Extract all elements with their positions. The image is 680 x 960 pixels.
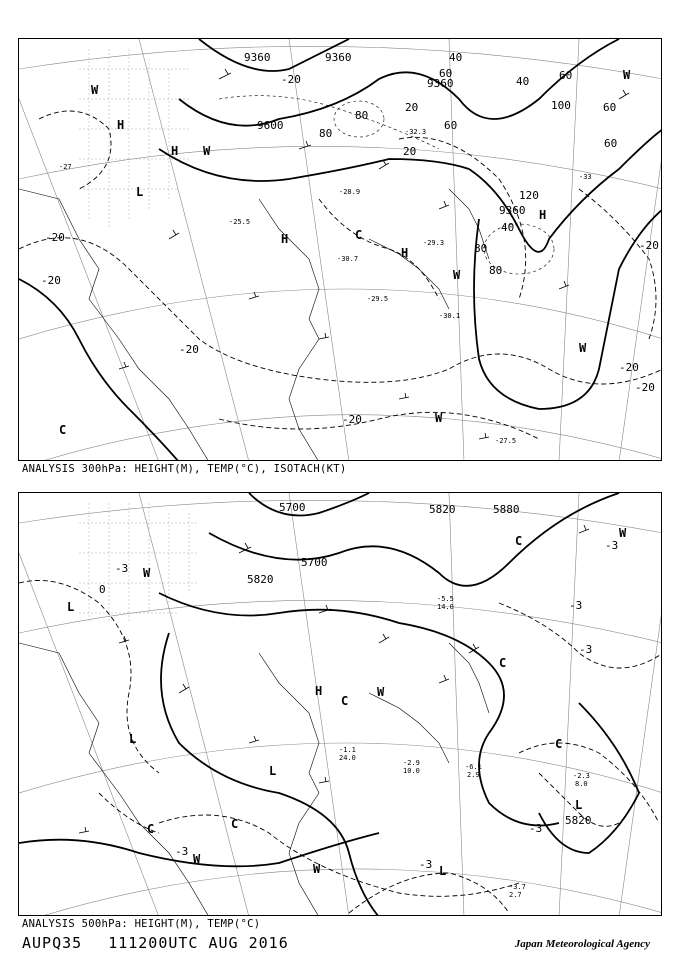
isotherms [19,111,662,439]
pressure-center-marker: H [281,232,289,246]
isotach-label: 80 [474,242,488,255]
pressure-center-marker: W [313,862,321,876]
pressure-center-marker: C [147,822,155,836]
isotach-label: 80 [355,109,369,122]
station-value: -5.5 [437,595,454,603]
temp-label: -3 [115,562,129,575]
coastline [19,643,489,916]
wind-barbs [119,69,629,439]
pressure-center-marker: L [129,732,137,746]
temp-label: -3 [419,858,433,871]
isotach-label: 40 [449,51,463,64]
isotach-label: 20 [405,101,419,114]
pressure-center-marker: W [193,852,201,866]
station-value: -32.3 [405,128,427,136]
pressure-center-marker: C [555,737,563,751]
pressure-center-marker: C [515,534,523,548]
isotach-label: 80 [489,264,503,277]
isotach-label: 120 [519,189,539,202]
map-500hpa-canvas [19,493,662,916]
isotach-label: 60 [444,119,458,132]
station-value: 24.0 [339,754,356,762]
station-value: -29.3 [423,239,445,247]
pressure-center-marker: L [136,185,144,199]
temp-label: -20 [179,343,199,356]
pressure-center-marker: L [67,600,75,614]
station-value: -27 [59,163,72,171]
temp-label: -20 [281,73,301,86]
pressure-center-marker: H [539,208,547,222]
pressure-center-marker: W [377,685,385,699]
isotach-label: 80 [319,127,333,140]
coastline [19,189,489,461]
pressure-center-marker: H [401,246,409,260]
pressure-center-marker: H [171,144,179,158]
height-label: 5700 [301,556,328,569]
station-value: -2.9 [403,759,420,767]
wind-barbs [79,525,589,833]
isotach-label: 20 [403,145,417,158]
station-value: -25.5 [229,218,251,226]
pressure-center-marker: W [143,566,151,580]
temp-label: -20 [619,361,639,374]
height-contours [19,493,639,916]
pressure-center-marker: W [435,411,443,425]
height-label: 5820 [247,573,274,586]
pressure-center-marker: C [59,423,67,437]
station-value: -33 [579,173,592,181]
temp-label: -20 [41,274,61,287]
pressure-center-marker: W [579,341,587,355]
map-300hpa [18,38,662,461]
temp-label: -20 [635,381,655,394]
station-value: 2.7 [509,891,522,899]
station-value: -1.1 [339,746,356,754]
isotach-label: 60 [439,67,453,80]
station-value: 14.0 [437,603,454,611]
pressure-center-marker: W [619,526,627,540]
height-label: 9600 [257,119,284,132]
isotach-label: 60 [604,137,618,150]
agency-credit: Japan Meteorological Agency [514,938,650,950]
height-label: 9360 [244,51,271,64]
station-value: -2.3 [573,772,590,780]
valid-time: 111200UTC AUG 2016 [108,934,289,952]
pressure-center-marker: L [439,864,447,878]
height-label: 9360 [499,204,526,217]
station-value: -6.1 [465,763,482,771]
pressure-center-marker: W [453,268,461,282]
hatch-region [79,49,189,229]
isotach-label: 60 [559,69,573,82]
pressure-center-marker: H [315,684,323,698]
temp-label: 0 [99,583,106,596]
station-value: -28.9 [339,188,361,196]
isotach-label: 100 [551,99,571,112]
station-value: -27.5 [495,437,517,445]
station-value: -30.7 [337,255,359,263]
station-value: -3.7 [509,883,526,891]
height-label: 5700 [279,501,306,514]
isotach-label: 40 [501,221,515,234]
station-value: 2.9 [467,771,480,779]
temp-label: -20 [342,413,362,426]
caption-300hpa: ANALYSIS 300hPa: HEIGHT(M), TEMP(°C), ISOTACH(KT) [22,463,347,475]
pressure-center-marker: W [623,68,631,82]
height-label: 9360 [427,77,454,90]
temp-label: -3 [175,845,189,858]
pressure-center-marker: C [499,656,507,670]
hatch-region [79,503,199,623]
caption-500hpa: ANALYSIS 500hPa: HEIGHT(M), TEMP(°C) [22,918,261,930]
product-header [22,934,315,952]
isotach-label: 60 [603,101,617,114]
isotach-label: 40 [516,75,530,88]
height-label: 5880 [493,503,520,516]
station-value: 10.0 [403,767,420,775]
pressure-center-marker: W [91,83,99,97]
map-500hpa [18,492,662,916]
station-value: 8.0 [575,780,588,788]
height-label: 5820 [565,814,592,827]
temp-label: -3 [569,599,583,612]
product-code: AUPQ35 [22,934,83,952]
station-value: -30.1 [439,312,461,320]
temp-label: -20 [639,239,659,252]
temp-label: -3 [579,643,593,656]
pressure-center-marker: W [203,144,211,158]
pressure-center-marker: C [341,694,349,708]
pressure-center-marker: C [231,817,239,831]
pressure-center-marker: H [117,118,125,132]
temp-label: -3 [605,539,619,552]
station-value: -29.5 [367,295,389,303]
height-label: 9360 [325,51,352,64]
pressure-center-marker: C [355,228,363,242]
pressure-center-marker: L [269,764,277,778]
temp-label: -20 [45,231,65,244]
temp-label: -3 [529,822,543,835]
height-label: 5820 [429,503,456,516]
pressure-center-marker: L [575,798,583,812]
map-300hpa-canvas [19,39,662,461]
